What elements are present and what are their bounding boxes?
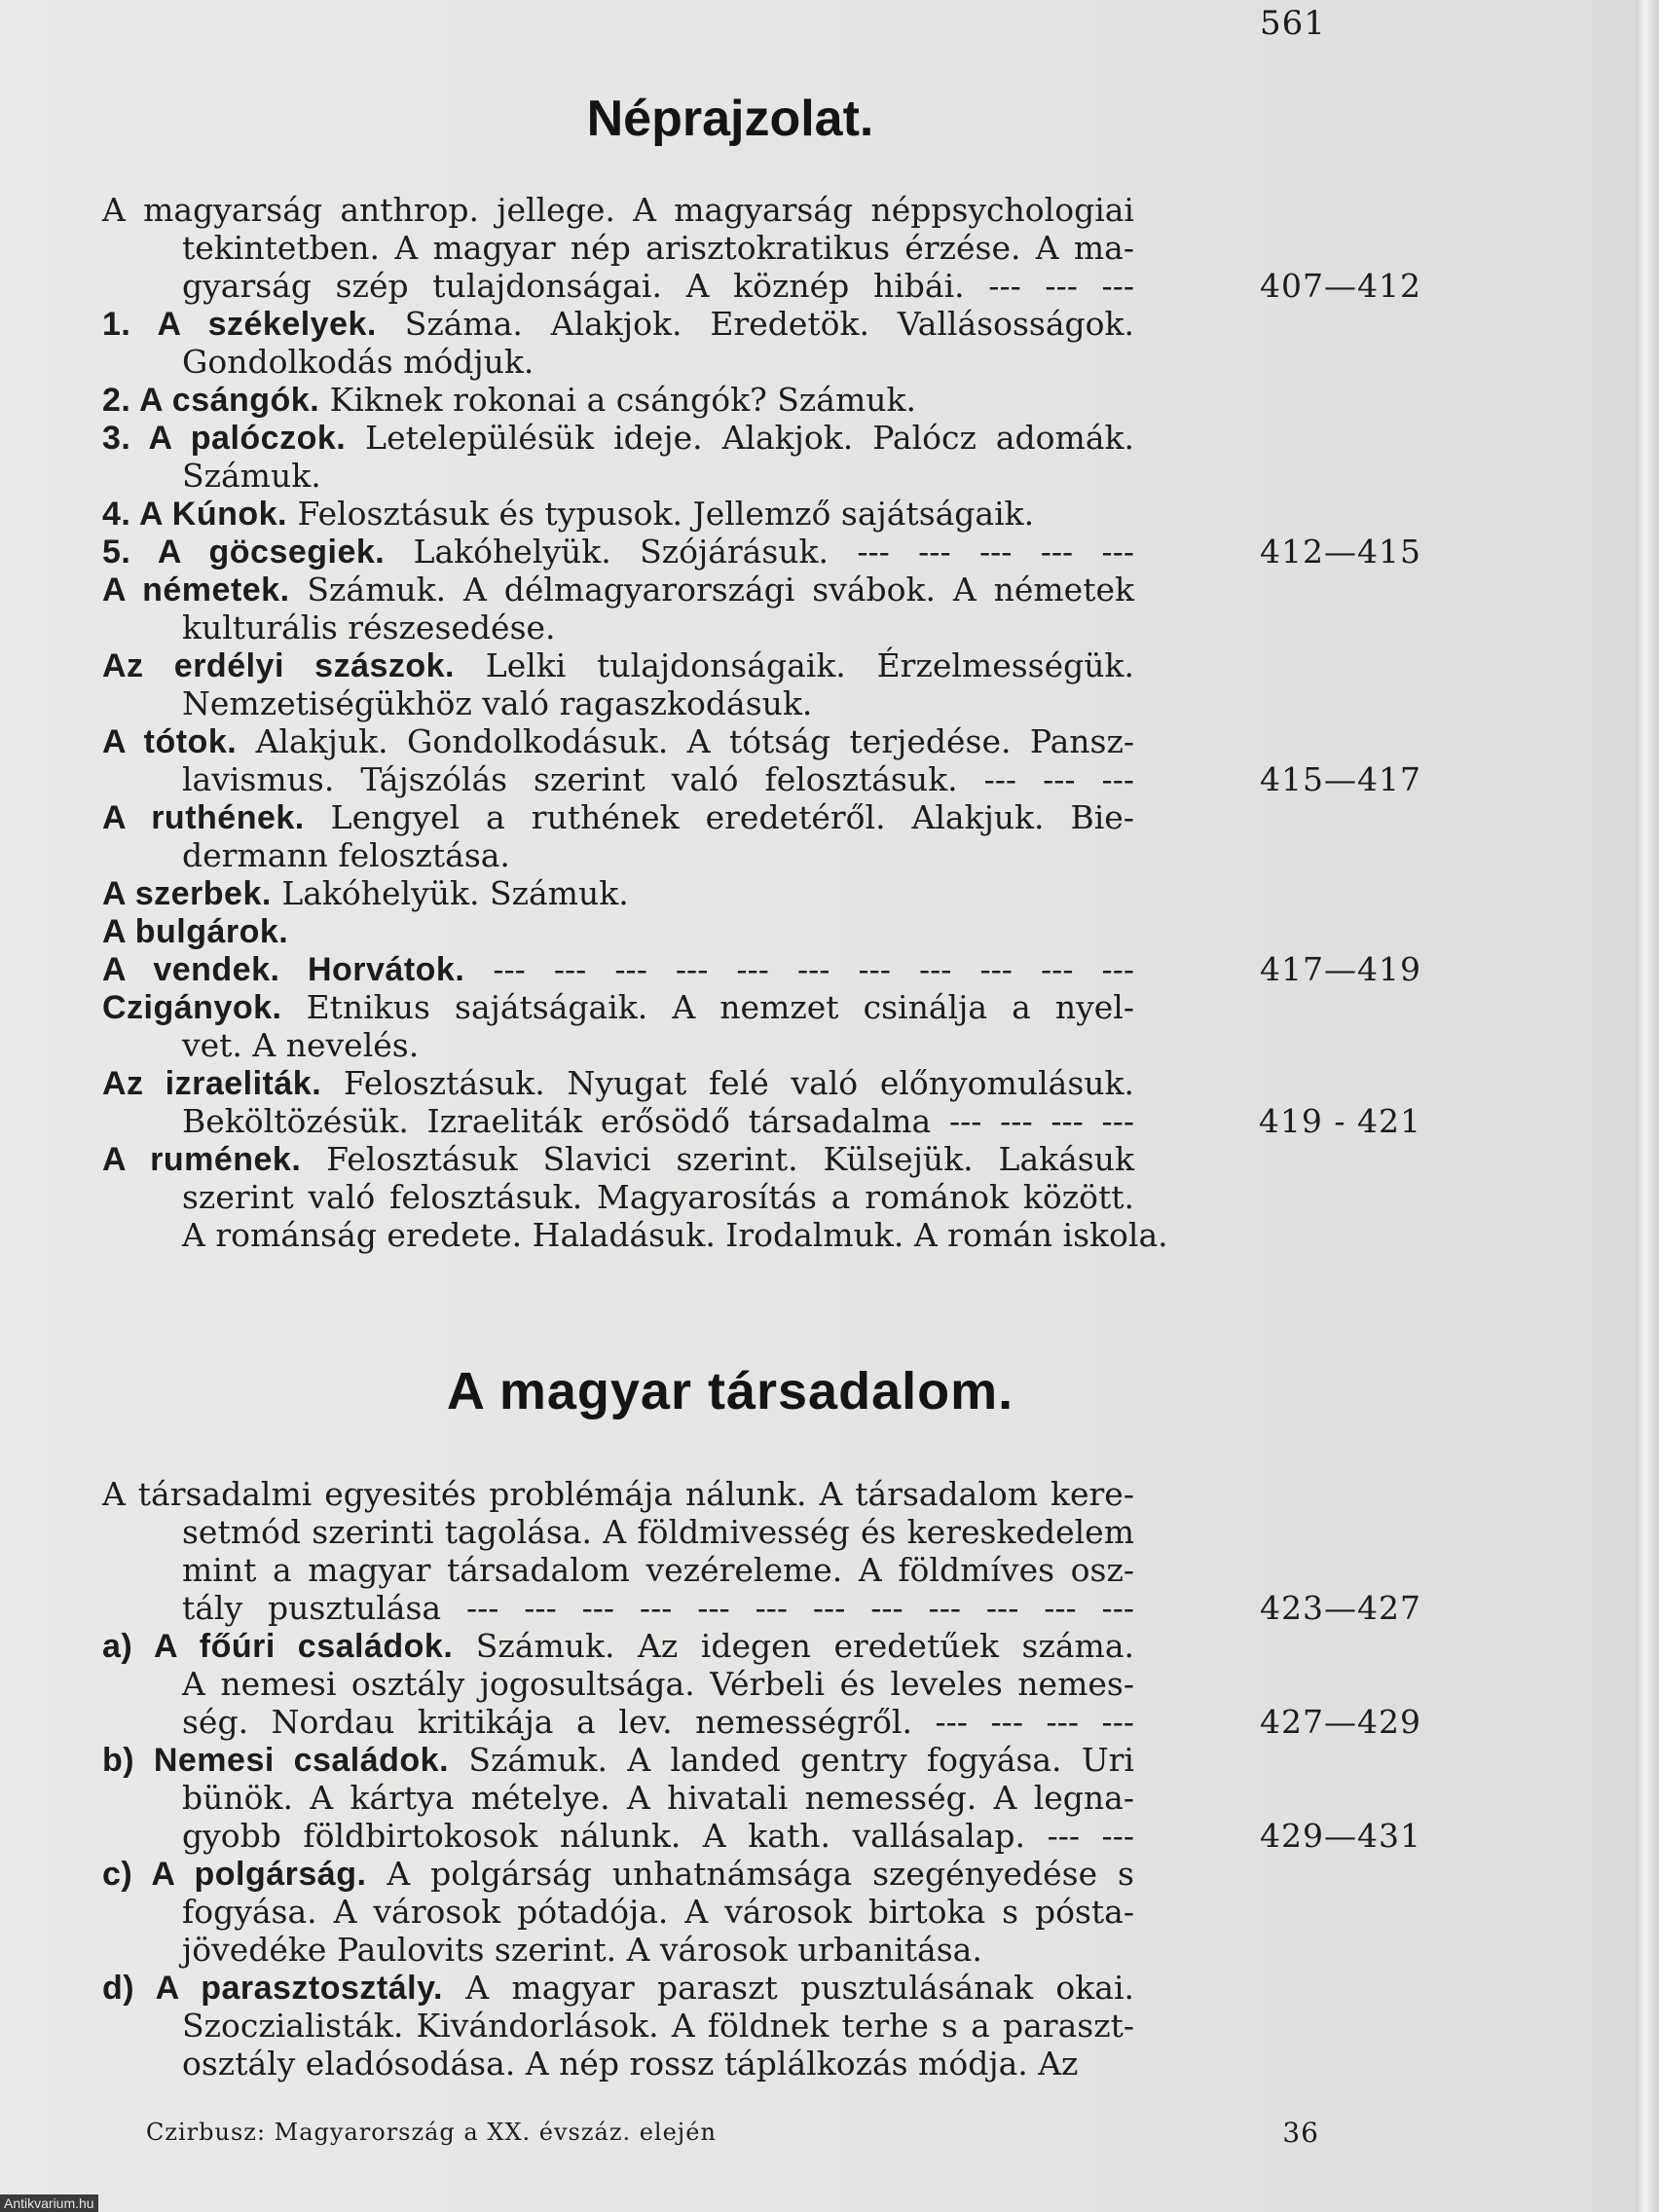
entry-heading: A ruthének. — [102, 799, 305, 836]
toc-line — [102, 646, 1319, 684]
entry-heading: 1. A székelyek. — [102, 306, 377, 343]
toc-entry — [102, 798, 1319, 874]
entry-text: Szoczialisták. Kivándorlások. A földnek terhe s a paraszt- — [182, 2007, 1134, 2045]
toc-entry — [102, 419, 1319, 495]
toc-line — [102, 798, 1319, 836]
watermark: Antikvarium.hu — [0, 2194, 98, 2212]
entry-heading: A tótok. — [102, 723, 238, 760]
entry-heading: a) A főúri családok. — [102, 1628, 454, 1665]
entry-heading: 5. A göcsegiek. — [102, 534, 386, 571]
entry-text: Lelki tulajdonságaik. Érzelmességük. — [455, 646, 1135, 684]
toc-line — [102, 1741, 1319, 1779]
toc-entry — [102, 1475, 1421, 1627]
toc-entry — [102, 1064, 1421, 1140]
page-range: 415—417 — [1260, 760, 1421, 798]
entry-heading: 3. A palóczok. — [102, 420, 347, 457]
entry-text: Számuk. A landed gentry fogyása. Uri — [449, 1741, 1134, 1779]
toc-line — [102, 381, 1319, 419]
toc-line — [102, 874, 1319, 912]
entry-text: fogyása. A városok pótadója. A városok birtoka s pósta- — [182, 1893, 1134, 1931]
entry-text: Kiknek rokonai a csángók? Számuk. — [319, 381, 916, 419]
toc-line — [102, 684, 1319, 722]
toc-line — [102, 608, 1319, 646]
toc-line — [102, 1627, 1319, 1665]
toc-line — [102, 457, 1319, 495]
toc-entry — [102, 722, 1421, 798]
toc-line — [102, 1026, 1319, 1064]
entry-text: Felosztásuk Slavici szerint. Külsejük. Lakásuk — [301, 1140, 1134, 1178]
page-range: 427—429 — [1260, 1703, 1421, 1741]
section-tarsadalom-entries — [102, 1475, 1421, 2083]
toc-line — [102, 419, 1319, 457]
toc-line — [102, 1475, 1319, 1513]
toc-line — [102, 191, 1319, 229]
page-range: 429—431 — [1260, 1817, 1421, 1855]
entry-text: Lengyel a ruthének eredetéről. Alakjuk. Bie- — [304, 798, 1134, 836]
entry-text: Számuk. Az idegen eredetűek száma. — [453, 1627, 1134, 1665]
toc-entry — [102, 1140, 1319, 1254]
toc-entry — [102, 571, 1319, 646]
section-neprajzolat-entries — [102, 191, 1421, 1254]
toc-line — [102, 1551, 1319, 1589]
entry-heading: A vendek. Horvátok. — [102, 951, 465, 988]
page-range: 417—419 — [1260, 950, 1421, 988]
entry-text: A nemesi osztály jogosultsága. Vérbeli és leveles nemes- — [182, 1665, 1134, 1703]
toc-entry — [102, 874, 1319, 912]
entry-text: vet. A nevelés. — [182, 1026, 420, 1064]
toc-line — [102, 1513, 1319, 1551]
toc-line — [102, 836, 1319, 874]
toc-line — [102, 1931, 1319, 1969]
entry-text: Alakjuk. Gondolkodásuk. A tótság terjedése. Pansz- — [237, 722, 1134, 760]
section-title-tarsadalom: A magyar társadalom. — [446, 1362, 1014, 1420]
entry-text: dermann felosztása. — [182, 836, 510, 874]
entry-heading: Az erdélyi szászok. — [102, 647, 456, 684]
toc-entry — [102, 950, 1421, 988]
entry-text: szerint való felosztásuk. Magyarosítás a románok között. — [182, 1178, 1134, 1216]
entry-heading: A németek. — [102, 571, 290, 608]
toc-line — [102, 305, 1319, 343]
page-range: 407—412 — [1260, 267, 1421, 305]
toc-line — [102, 1703, 1421, 1741]
entry-heading: 2. A csángók. — [102, 382, 320, 419]
entry-heading: Az izraeliták. — [102, 1065, 322, 1102]
entry-text: Lakóhelyük. Számuk. — [271, 874, 629, 912]
toc-entry — [102, 1855, 1319, 1969]
toc-entry — [102, 305, 1319, 381]
page-footer — [146, 2117, 1319, 2149]
toc-entry — [102, 191, 1421, 305]
entry-heading: A bulgárok. — [102, 913, 289, 950]
entry-text: Nemzetiségükhöz való ragaszkodásuk. — [182, 684, 813, 722]
toc-line — [102, 1178, 1319, 1216]
entry-text: jövedéke Paulovits szerint. A városok urbanitása. — [182, 1931, 982, 1969]
entry-text: osztály eladósodása. A nép rossz táplálkozás módja. Az — [182, 2045, 1079, 2083]
toc-line — [102, 1064, 1319, 1102]
toc-line — [102, 2007, 1319, 2045]
page-range: 412—415 — [1260, 533, 1421, 571]
page-range: 419 - 421 — [1258, 1102, 1421, 1140]
signature-mark: 36 — [1282, 2117, 1319, 2149]
toc-entry — [102, 533, 1421, 571]
entry-text: A polgárság unhatnámsága szegényedése s — [366, 1855, 1134, 1893]
toc-line — [102, 950, 1421, 988]
toc-line — [102, 1817, 1421, 1855]
toc-line — [102, 1216, 1319, 1254]
toc-line — [102, 267, 1421, 305]
toc-entry — [102, 495, 1319, 533]
footer-citation: Czirbusz: Magyarország a XX. évszáz. elején — [146, 2119, 717, 2146]
toc-line — [102, 1102, 1421, 1140]
entry-heading: Czigányok. — [102, 989, 282, 1026]
entry-text: gyarság szép tulajdonságai. A köznép hibái. --- --- --- — [182, 267, 1134, 305]
toc-line — [102, 1665, 1319, 1703]
toc-entry — [102, 1969, 1319, 2083]
entry-heading: d) A parasztosztály. — [102, 1970, 443, 2007]
entry-text: kulturális részesedése. — [182, 608, 556, 646]
page-range: 423—427 — [1260, 1589, 1421, 1627]
toc-line — [102, 1140, 1319, 1178]
toc-line — [102, 229, 1319, 267]
entry-text: Etnikus sajátságaik. A nemzet csinálja a nyel- — [281, 988, 1134, 1026]
toc-line — [102, 722, 1319, 760]
entry-text: Beköltözésük. Izraeliták erősödő társadalma --- --- --- --- — [182, 1102, 1134, 1140]
toc-entry — [102, 381, 1319, 419]
toc-entry — [102, 912, 1319, 950]
entry-text: A társadalmi egyesités problémája nálunk. A társadalom kere- — [102, 1475, 1134, 1513]
toc-line — [102, 760, 1421, 798]
toc-line — [102, 1589, 1421, 1627]
entry-heading: b) Nemesi családok. — [102, 1742, 450, 1779]
toc-entry — [102, 1741, 1421, 1855]
toc-line — [102, 988, 1319, 1026]
entry-text: Számuk. — [182, 457, 321, 495]
section-title-neprajzolat: Néprajzolat. — [586, 91, 874, 147]
toc-line — [102, 2045, 1319, 2083]
toc-line — [102, 343, 1319, 381]
entry-text: A románság eredete. Haladásuk. Irodalmuk. A román iskola. — [182, 1216, 1168, 1254]
entry-text: Letelepülésük ideje. Alakjok. Palócz adomák. — [346, 419, 1134, 457]
toc-entry — [102, 988, 1319, 1064]
toc-line — [102, 571, 1319, 608]
entry-heading: 4. A Kúnok. — [102, 496, 287, 533]
entry-text: setmód szerinti tagolása. A földmivesség és kereskedelem — [182, 1513, 1134, 1551]
entry-heading: A rumének. — [102, 1141, 302, 1178]
toc-entry — [102, 1627, 1421, 1741]
entry-text: Felosztásuk és typusok. Jellemző sajátságaik. — [287, 495, 1035, 533]
entry-text: Számuk. A délmagyarországi svábok. A németek — [289, 571, 1134, 608]
entry-text: --- --- --- --- --- --- --- --- --- --- --- — [464, 950, 1134, 988]
toc-line — [102, 533, 1421, 571]
page-number: 561 — [1260, 4, 1326, 43]
entry-text: bünök. A kártya mételye. A hivatali nemesség. A legna- — [182, 1779, 1134, 1817]
toc-line — [102, 495, 1319, 533]
entry-heading: A szerbek. — [102, 875, 272, 912]
toc-line — [102, 1969, 1319, 2007]
toc-entry — [102, 646, 1319, 722]
entry-text: lavismus. Tájszólás szerint való felosztásuk. --- --- --- — [182, 760, 1134, 798]
toc-line — [102, 912, 1319, 950]
entry-text: Felosztásuk. Nyugat felé való előnyomulásuk. — [321, 1064, 1134, 1102]
entry-text: gyobb földbirtokosok nálunk. A kath. vallásalap. --- --- — [182, 1817, 1134, 1855]
entry-text: A magyarság anthrop. jellege. A magyarság néppsychologiai — [102, 191, 1134, 229]
entry-text: Lakóhelyük. Szójárásuk. --- --- --- --- --- — [385, 533, 1135, 571]
entry-text: mint a magyar társadalom vezéreleme. A földmíves osz- — [182, 1551, 1134, 1589]
entry-heading: c) A polgárság. — [102, 1856, 367, 1893]
entry-text: A magyar paraszt pusztulásának okai. — [442, 1969, 1134, 2007]
toc-line — [102, 1855, 1319, 1893]
toc-line — [102, 1779, 1319, 1817]
toc-line — [102, 1893, 1319, 1931]
entry-text: ség. Nordau kritikája a lev. nemességről. --- --- --- --- — [182, 1703, 1134, 1741]
page-edge — [1636, 0, 1659, 2212]
entry-text: Száma. Alakjok. Eredetök. Vallásosságok. — [376, 305, 1134, 343]
entry-text: Gondolkodás módjuk. — [182, 343, 535, 381]
entry-text: tály pusztulása --- --- --- --- --- --- --- --- --- --- --- --- — [182, 1589, 1134, 1627]
entry-text: tekintetben. A magyar nép arisztokratikus érzése. A ma- — [182, 229, 1134, 267]
